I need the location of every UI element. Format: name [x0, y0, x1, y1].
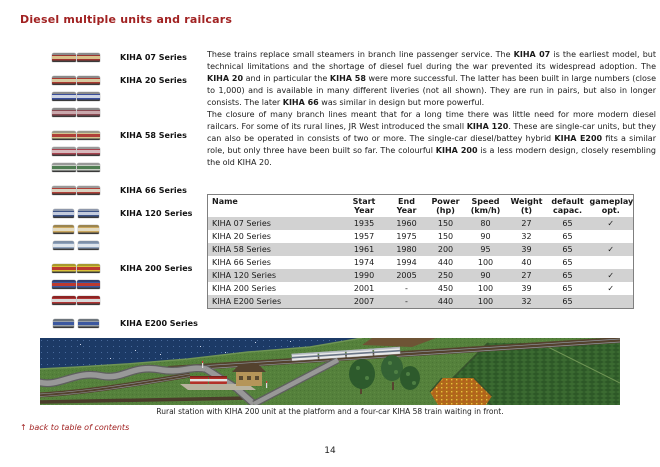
description-column — [207, 49, 656, 169]
train-series-list — [48, 53, 206, 342]
table-cell: 1994 — [396, 258, 417, 267]
table-cell: 450 — [437, 284, 454, 293]
train-sprites — [48, 264, 104, 312]
table-cell: 65 — [562, 297, 573, 306]
column-header: gameplay opt. — [589, 197, 634, 215]
table-cell: 1974 — [353, 258, 375, 267]
table-cell: 1935 — [353, 219, 375, 228]
table-row — [208, 256, 634, 269]
train-series-group — [48, 76, 206, 124]
table-cell: 65 — [562, 232, 573, 241]
table-cell: ✓ — [607, 284, 615, 293]
train-sprites — [48, 319, 104, 335]
train-sprite — [53, 209, 99, 218]
table-row — [208, 295, 634, 309]
table-cell: 32 — [521, 232, 532, 241]
table-cell: 150 — [437, 219, 454, 228]
table-cell: 100 — [477, 258, 494, 267]
table-cell: 65 — [562, 271, 573, 280]
table-cell: 39 — [521, 245, 532, 254]
series-label: KIHA 20 Series — [120, 76, 187, 85]
table-cell: ✓ — [607, 245, 615, 254]
table-cell: 100 — [477, 297, 494, 306]
train-sprites — [48, 53, 104, 69]
table-row — [208, 243, 634, 256]
screenshot-caption: Rural station with KIHA 200 unit at the platform and a four-car KIHA 58 train waiting in front. — [156, 407, 504, 416]
table-cell: 90 — [480, 232, 491, 241]
description-text — [207, 49, 656, 169]
train-sprites — [48, 209, 104, 257]
column-header: Speed (km/h) — [470, 197, 501, 215]
train-series-group — [48, 319, 206, 335]
train-series-group — [48, 209, 206, 257]
table-cell: ✓ — [607, 219, 615, 228]
table-cell: 65 — [562, 219, 573, 228]
series-label: KIHA 200 Series — [120, 264, 193, 273]
train-sprite — [52, 186, 100, 195]
game-screenshot-image — [40, 338, 620, 405]
station-building — [232, 364, 266, 386]
table-cell: 2007 — [353, 297, 375, 306]
table-row — [208, 269, 634, 282]
train-sprite — [53, 241, 99, 250]
table-cell: 40 — [521, 258, 532, 267]
table-cell — [589, 256, 634, 269]
table-cell: 32 — [521, 297, 532, 306]
table-cell: 1990 — [353, 271, 375, 280]
up-arrow-icon: ↑ — [20, 423, 27, 432]
table-cell: KIHA E200 Series — [212, 297, 282, 306]
table-cell: 90 — [480, 271, 491, 280]
train-series-group — [48, 131, 206, 179]
table-cell: 440 — [437, 258, 454, 267]
table-header-row — [208, 195, 634, 218]
train-sprite — [52, 147, 100, 156]
table-row — [208, 217, 634, 230]
table-cell: 100 — [477, 284, 494, 293]
column-header: Name — [212, 197, 238, 206]
table-cell: 80 — [480, 219, 491, 228]
train-sprite — [52, 163, 100, 172]
table-cell: 65 — [562, 258, 573, 267]
train-sprite — [53, 319, 99, 328]
table-cell: 65 — [562, 245, 573, 254]
column-header: End Year — [396, 197, 417, 215]
train-sprites — [48, 131, 104, 179]
page-title: Diesel multiple units and railcars — [20, 13, 233, 26]
train-sprites — [48, 186, 104, 202]
train-series-group — [48, 186, 206, 202]
back-to-toc-link[interactable] — [20, 423, 129, 432]
series-label: KIHA 07 Series — [120, 53, 187, 62]
train-sprite — [53, 225, 99, 234]
column-header: Power (hp) — [431, 197, 460, 215]
train-sprite — [52, 92, 100, 101]
table-cell: KIHA 58 Series — [212, 245, 271, 254]
table-cell: 200 — [437, 245, 454, 254]
column-header: default capac. — [551, 197, 584, 215]
train-series-group — [48, 53, 206, 69]
train-sprite — [52, 53, 100, 62]
train-sprites — [48, 76, 104, 124]
train-sprite — [52, 131, 100, 140]
table-cell: KIHA 20 Series — [212, 232, 271, 241]
table-cell: 1960 — [396, 219, 417, 228]
train-series-group — [48, 264, 206, 312]
table-row — [208, 230, 634, 243]
column-header: Start Year — [352, 197, 376, 215]
table-cell: 2001 — [353, 284, 375, 293]
table-cell: 39 — [521, 284, 532, 293]
train-sprite — [52, 296, 100, 305]
table-body — [208, 217, 634, 309]
table-cell — [589, 230, 634, 243]
table-cell: 440 — [437, 297, 454, 306]
table-cell: - — [405, 297, 408, 306]
page-number: 14 — [324, 446, 336, 456]
series-label: KIHA 66 Series — [120, 186, 187, 195]
table-cell: 1975 — [396, 232, 417, 241]
table-cell: ✓ — [607, 271, 615, 280]
game-screenshot — [40, 338, 620, 405]
paragraph: These trains replace small steamers in branch line passenger service. The KIHA 07 is the earliest model, but technical limitations and the shortage of diesel fuel during the war prevented its widespread adoption. The KIHA 20 and in particular the KIHA 58 were more successful. The latter has been built in large numbers (close to 1,000) and is available in many different liveries (not all shown). They are run in pairs, but also in longer consists. The later KIHA 66 was similar in design but more powerful. — [207, 50, 657, 107]
paragraph: The closure of many branch lines meant that for a long time there was little need for more modern diesel railcars. For some of its rural lines, JR West introduced the small KIHA 120. These are single-car units, but they can also be operated in consists of two or more. The single-car diesel/battey hybrid KIHA E200 fits a similar role, but only three have been built so far. The colourful KIHA 200 is a less modern design, closely resembling the old KIHA 20. — [207, 110, 657, 167]
table-cell: 1961 — [353, 245, 375, 254]
table-cell: 95 — [480, 245, 491, 254]
series-label: KIHA E200 Series — [120, 319, 198, 328]
table-cell: KIHA 120 Series — [212, 271, 277, 280]
train-sprite — [52, 280, 100, 289]
series-label: KIHA 120 Series — [120, 209, 193, 218]
train-sprite — [52, 264, 100, 273]
table-cell: 27 — [521, 271, 532, 280]
table-cell: KIHA 66 Series — [212, 258, 271, 267]
table-cell: - — [405, 284, 408, 293]
column-header: Weight (t) — [510, 197, 543, 215]
train-spec-table — [207, 194, 634, 309]
table-cell: 27 — [521, 219, 532, 228]
table-row — [208, 282, 634, 295]
table-cell: 1980 — [396, 245, 417, 254]
table-cell: 2005 — [396, 271, 417, 280]
table-cell: 65 — [562, 284, 573, 293]
series-label: KIHA 58 Series — [120, 131, 187, 140]
train-sprite — [52, 76, 100, 85]
table-cell: KIHA 200 Series — [212, 284, 277, 293]
train-sprite — [52, 108, 100, 117]
table-cell: 150 — [437, 232, 454, 241]
table-cell: 1957 — [353, 232, 375, 241]
table-cell: KIHA 07 Series — [212, 219, 271, 228]
table-cell — [589, 295, 634, 309]
table-cell: 250 — [437, 271, 454, 280]
back-link-label: back to table of contents — [29, 423, 130, 432]
